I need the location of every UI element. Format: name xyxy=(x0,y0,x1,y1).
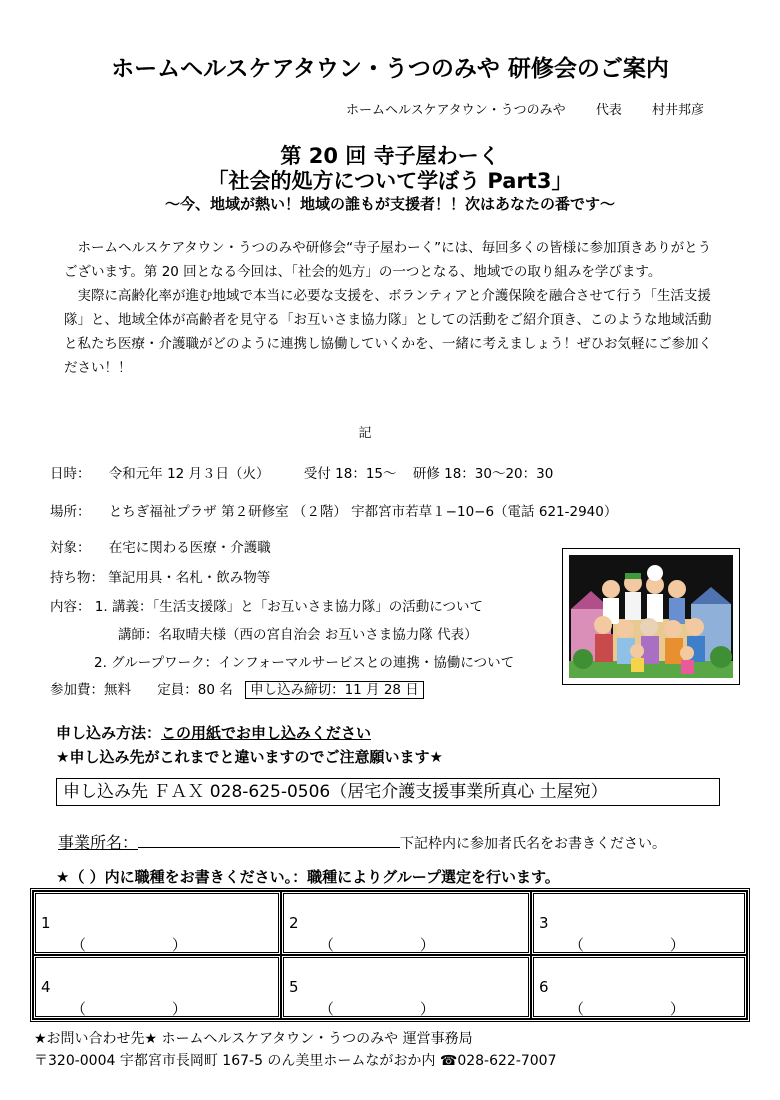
people-illustration-icon xyxy=(563,549,739,684)
job-type-field[interactable]: （ ） xyxy=(319,936,435,954)
organizer-line xyxy=(320,99,704,118)
fee: 参加費：無料 xyxy=(50,682,131,698)
apply-method xyxy=(56,722,371,743)
intro-paragraph-1: ホームヘルスケアタウン・うつのみや研修会“寺子屋わーく”には、毎回多くの皆様に参加頂きありがとうございます。第 20 回となる今回は、「社会的処方」の一つとなる、地域での取り組みを学びます。 xyxy=(64,240,712,280)
representative-title: 代表 xyxy=(595,103,622,118)
method-label: 申し込み方法： xyxy=(56,724,162,742)
participant-grid xyxy=(30,888,750,1022)
cell-number: 6 xyxy=(539,978,549,996)
cell-number: 2 xyxy=(289,914,299,932)
job-type-field[interactable]: （ ） xyxy=(569,1000,685,1018)
fee-row xyxy=(50,678,424,698)
cell-number: 1 xyxy=(41,914,51,932)
office-name-row xyxy=(58,830,666,853)
content-label: 内容： xyxy=(50,599,91,615)
method-value: この用紙でお申し込みください xyxy=(161,724,372,742)
ki-mark: 記 xyxy=(358,426,372,441)
job-type-field[interactable]: （ ） xyxy=(569,936,685,954)
event-subtitle: ～今、地域が熱い！地域の誰もが支援者！！次はあなたの番です～ xyxy=(164,195,615,213)
items-label: 持ち物： xyxy=(50,570,104,586)
intro-text xyxy=(64,236,724,380)
cell-number: 3 xyxy=(539,914,549,932)
apply-warning: ★申し込み先がこれまでと違いますのでご注意願います★ xyxy=(56,748,443,766)
content-item-2: 2. グループワーク：インフォーマルサービスとの連携・協働について xyxy=(94,655,515,671)
date-row xyxy=(50,462,553,482)
intro-paragraph-2: 実際に高齢化率が進む地域で本当に必要な支援を、ボランティアと介護保険を融合させて行う「生活支援隊」と、地域全体が高齢者を見守る「お互いさま協力隊」としての活動をご紹介頂き、このような地域活動と私たち医療・介護職がどのように連携し協働していくかを、一緒に考えましょう！ぜひお気軽にご参加ください！！ xyxy=(64,288,712,376)
contact-address: 〒320-0004 宇都宮市長岡町 167-5 のん美里ホームながおか内 ☎028-622-7007 xyxy=(34,1053,557,1069)
contact-heading: ★お問い合わせ先★ ホームヘルスケアタウン・うつのみや 運営事務局 xyxy=(34,1031,473,1047)
target-row xyxy=(50,536,271,556)
training-time: 研修 18：30～20：30 xyxy=(412,466,554,482)
date-label: 日時： xyxy=(50,466,91,482)
page-title: ホームヘルスケアタウン・うつのみや 研修会のご案内 xyxy=(111,56,669,82)
items-row xyxy=(50,566,270,586)
target-value: 在宅に関わる医療・介護職 xyxy=(108,540,271,556)
participant-cell[interactable] xyxy=(281,955,531,1019)
participant-cell[interactable] xyxy=(531,955,747,1019)
event-theme: 「社会的処方について学ぼう Part3」 xyxy=(207,169,573,193)
fax-destination-box: 申し込み先 ＦＡＸ 028-625-0506（居宅介護支援事業所真心 土屋宛） xyxy=(56,778,720,806)
target-label: 対象： xyxy=(50,540,91,556)
cell-number: 4 xyxy=(41,978,51,996)
participant-cell[interactable] xyxy=(281,891,531,955)
deadline-box: 申し込み締切：11 月 28 日 xyxy=(245,681,424,699)
participant-cell[interactable] xyxy=(33,955,281,1019)
job-type-note: ★（ ）内に職種をお書きください。：職種によりグループ選定を行います。 xyxy=(56,868,560,886)
content-item-1: 1. 講義：「生活支援隊」と「お互いさま協力隊」の活動について xyxy=(94,599,483,615)
representative-name: 村井邦彦 xyxy=(651,103,704,118)
cell-number: 5 xyxy=(289,978,299,996)
lecturer-row: 講師：名取晴夫様（西の宮自治会 お互いさま協力隊 代表） xyxy=(118,627,478,643)
place-value: とちぎ福祉プラザ 第２研修室 （２階） 宇都宮市若草１−10−6（電話 621-2940） xyxy=(108,504,618,520)
participant-cell[interactable] xyxy=(531,891,747,955)
office-name-label: 事業所名： xyxy=(58,833,139,852)
job-type-field[interactable]: （ ） xyxy=(71,936,187,954)
organizer-name: ホームヘルスケアタウン・うつのみや xyxy=(345,103,566,118)
job-type-field[interactable]: （ ） xyxy=(319,1000,435,1018)
job-type-field[interactable]: （ ） xyxy=(71,1000,187,1018)
reception-time: 受付 18：15～ xyxy=(303,466,397,482)
community-illustration xyxy=(562,548,740,685)
content-row-1 xyxy=(50,595,483,615)
items-value: 筆記用具・名札・飲み物等 xyxy=(108,570,271,586)
event-number: 第 20 回 寺子屋わーく xyxy=(280,144,500,168)
participant-note: 下記枠内に参加者氏名をお書きください。 xyxy=(400,836,667,852)
place-label: 場所： xyxy=(50,504,91,520)
place-row xyxy=(50,500,617,520)
date-value: 令和元年 12 月３日（火） xyxy=(108,466,270,482)
participant-cell[interactable] xyxy=(33,891,281,955)
capacity: 定員：80 名 xyxy=(157,682,233,698)
office-name-field[interactable] xyxy=(138,831,400,848)
